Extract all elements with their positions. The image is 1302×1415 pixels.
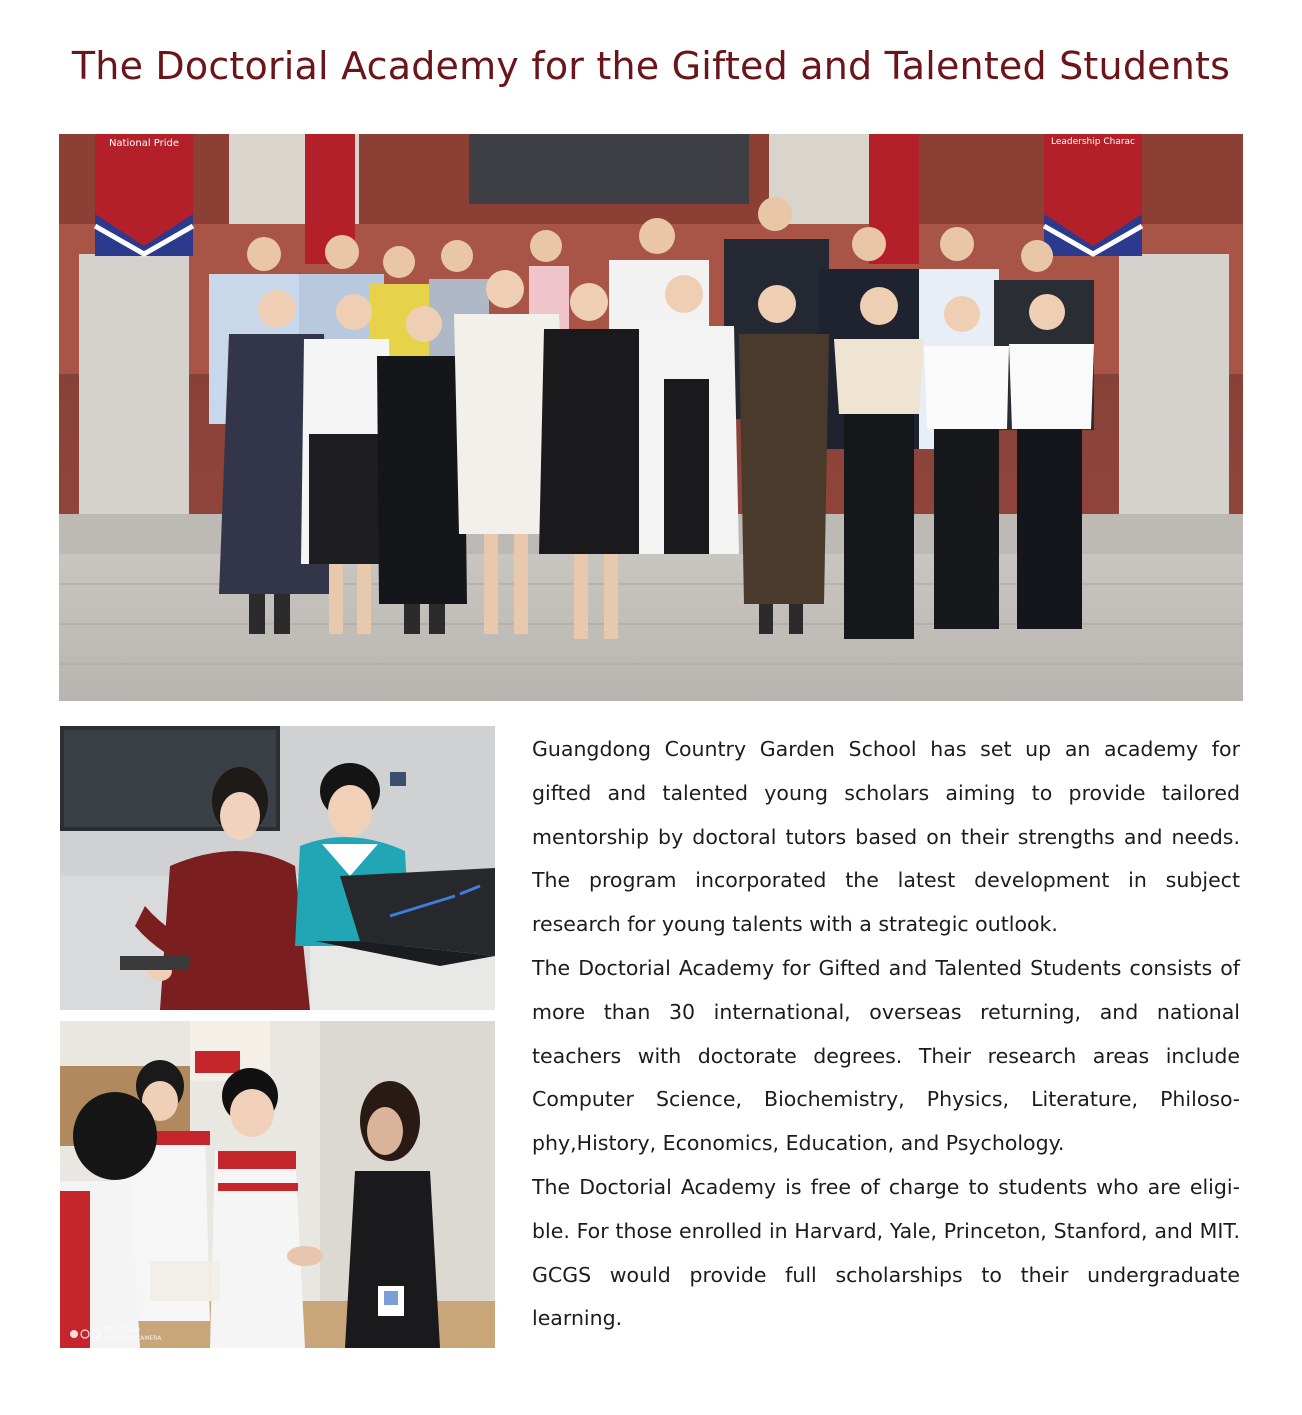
description-text	[532, 728, 1240, 1341]
paragraph-intro: Guangdong Country Garden School has set up an academy for gifted and talented young scholars aiming to provide tailored mentorship by doctoral tutors based on their strengths and needs. The program incorporated the latest development in subject research for young talents with a strategic outlook.	[532, 737, 1240, 937]
lab-people	[60, 1060, 440, 1348]
mentorship-photo	[60, 726, 495, 1010]
page-title: The Doctorial Academy for the Gifted and Talented Students	[71, 44, 1231, 88]
paragraph-scholarship: The Doctorial Academy is free of charge to students who are eligible. For those enrolled in Harvard, Yale, Princeton, Stanford, and MIT. GCGS would provide full scholarships to their undergraduate learning.	[532, 1174, 1240, 1331]
banner-right	[1044, 134, 1142, 256]
banner-left-text: National Pride	[108, 138, 180, 149]
banner-right-text: Leadership Charac	[1051, 137, 1135, 147]
banner-left	[95, 134, 193, 256]
watermark-line1: MI 9 3 Cam	[106, 1326, 141, 1333]
paragraph-faculty: The Doctorial Academy for Gifted and Talented Students consists of more than 30 international, overseas returning, and national teachers with doctorate degrees. Their research areas include Computer Science, Biochemistry, Physics, Literature, Philosophy,History, Economics, Education, and Psychology.	[532, 955, 1240, 1156]
group-photo	[59, 134, 1243, 701]
watermark-line2: AI TRIPLE CAMERA	[106, 1335, 162, 1342]
lab-activity-photo	[60, 1021, 495, 1348]
